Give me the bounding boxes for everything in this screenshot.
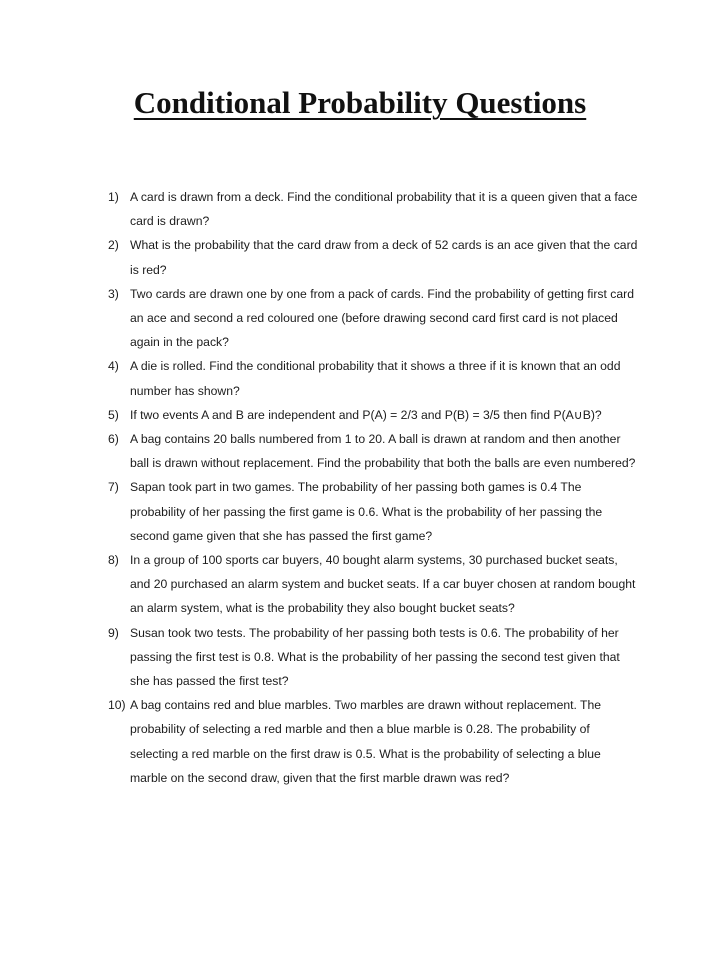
question-text: Sapan took part in two games. The probability of her passing both games is 0.4 The probability of her passing the first game is 0.6. What is the probability of her passing the second game given that she has passed the first game? (130, 480, 603, 543)
question-item-1 (108, 185, 638, 233)
question-item-3 (108, 282, 638, 355)
page-title-text: Conditional Probability Questions (133, 85, 587, 120)
question-number: 10) (108, 698, 126, 713)
page-title (0, 84, 720, 122)
question-text: Susan took two tests. The probability of her passing both tests is 0.6. The probability of her passing the first test is 0.8. What is the probability of her passing the second test given that she has passed the first test? (130, 625, 620, 689)
question-list (108, 185, 638, 790)
question-number: 2) (108, 238, 119, 253)
question-number: 6) (108, 432, 119, 447)
question-item-2 (108, 233, 638, 281)
question-text: A bag contains red and blue marbles. Two marbles are drawn without replacement. The probability of selecting a red marble and then a blue marble is 0.28. The probability of selecting a red marble on the first draw is 0.5. What is the probability of selecting a blue marble on the second draw, given that the first marble drawn was red? (130, 698, 602, 785)
question-number: 7) (108, 480, 119, 495)
question-number: 3) (108, 286, 119, 301)
question-item-7 (108, 475, 638, 548)
question-text: A bag contains 20 balls numbered from 1 to 20. A ball is drawn at random and then another ball is drawn without replacement. Find the probability that both the balls are even numbered? (130, 432, 636, 471)
question-number: 9) (108, 625, 119, 640)
question-item-4 (108, 354, 638, 402)
question-number: 5) (108, 407, 119, 422)
question-text: What is the probability that the card draw from a deck of 52 cards is an ace given that the card is red? (130, 238, 638, 277)
question-item-9 (108, 621, 638, 694)
question-text: In a group of 100 sports car buyers, 40 bought alarm systems, 30 purchased bucket seats, and 20 purchased an alarm system and bucket seats. If a car buyer chosen at random bought an alarm system, what is the probability they also bought bucket seats? (130, 553, 636, 616)
question-item-6 (108, 427, 638, 475)
question-text: If two events A and B are independent and P(A) = 2/3 and P(B) = 3/5 then find P(A∪B)? (130, 407, 602, 422)
question-number: 8) (108, 553, 119, 568)
question-item-10 (108, 693, 638, 790)
question-number: 4) (108, 359, 119, 374)
question-text: Two cards are drawn one by one from a pack of cards. Find the probability of getting first card an ace and second a red coloured one (before drawing second card first card is not placed again in the pack? (130, 286, 635, 350)
question-number: 1) (108, 190, 119, 204)
question-text: A card is drawn from a deck. Find the conditional probability that it is a queen given that a face card is drawn? (130, 190, 638, 229)
question-item-8 (108, 548, 638, 621)
question-text: A die is rolled. Find the conditional probability that it shows a three if it is known that an odd number has shown? (130, 359, 621, 398)
question-item-5 (108, 403, 638, 427)
